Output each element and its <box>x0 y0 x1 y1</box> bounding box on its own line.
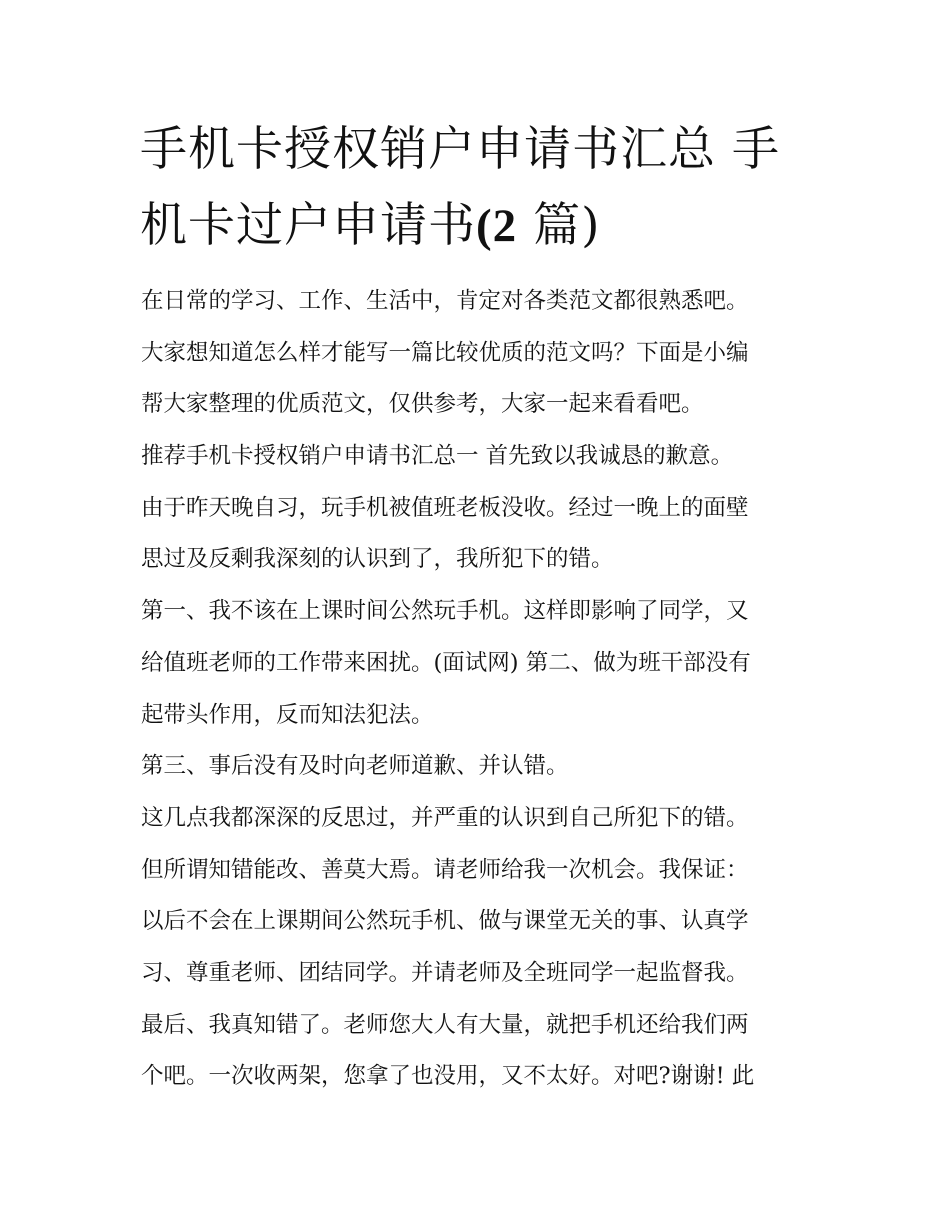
body-line: 由于昨天晚自习，玩手机被值班老板没收。经过一晚上的面壁 <box>141 494 749 521</box>
title-line-2-suffix: 篇) <box>517 198 601 253</box>
body-line: 起带头作用，反而知法犯法。 <box>141 701 434 728</box>
body-line: 推荐手机卡授权销户申请书汇总一 首先致以我诚恳的歉意。 <box>141 443 734 470</box>
body-line: 个吧。一次收两架，您拿了也没用，又不太好。对吧?谢谢! 此 <box>141 1063 755 1090</box>
body-line: 但所谓知错能改、善莫大焉。请老师给我一次机会。我保证： <box>141 856 749 883</box>
body-line: 第三、事后没有及时向老师道歉、并认错。 <box>141 753 569 780</box>
title-line-2 <box>140 188 820 264</box>
body-line: 思过及反剩我深刻的认识到了，我所犯下的错。 <box>141 546 614 573</box>
title-line-1: 手机卡授权销户申请书汇总 手 <box>140 122 780 177</box>
body-line: 在日常的学习、工作、生活中，肯定对各类范文都很熟悉吧。 <box>141 288 749 314</box>
body-line: 大家想知道怎么样才能写一篇比较优质的范文吗？下面是小编 <box>141 339 749 366</box>
body-line: 帮大家整理的优质范文，仅供参考，大家一起来看看吧。 <box>141 391 704 418</box>
document-title <box>140 112 820 264</box>
title-line-2-text: 机卡过户申请书 <box>140 198 476 253</box>
title-line-2-count: (2 <box>476 200 518 252</box>
body-line: 这几点我都深深的反思过，并严重的认识到自己所犯下的错。 <box>141 804 749 831</box>
body-line: 以后不会在上课期间公然玩手机、做与课堂无关的事、认真学 <box>141 908 749 935</box>
body-line: 最后、我真知错了。老师您大人有大量，就把手机还给我们两 <box>141 1011 749 1038</box>
document-body <box>141 276 831 1103</box>
body-line: 第一、我不该在上课时间公然玩手机。这样即影响了同学，又 <box>141 598 749 625</box>
body-line: 习、尊重老师、团结同学。并请老师及全班同学一起监督我。 <box>141 959 749 986</box>
body-line: 给值班老师的工作带来困扰。(面试网) 第二、做为班干部没有 <box>141 649 751 676</box>
